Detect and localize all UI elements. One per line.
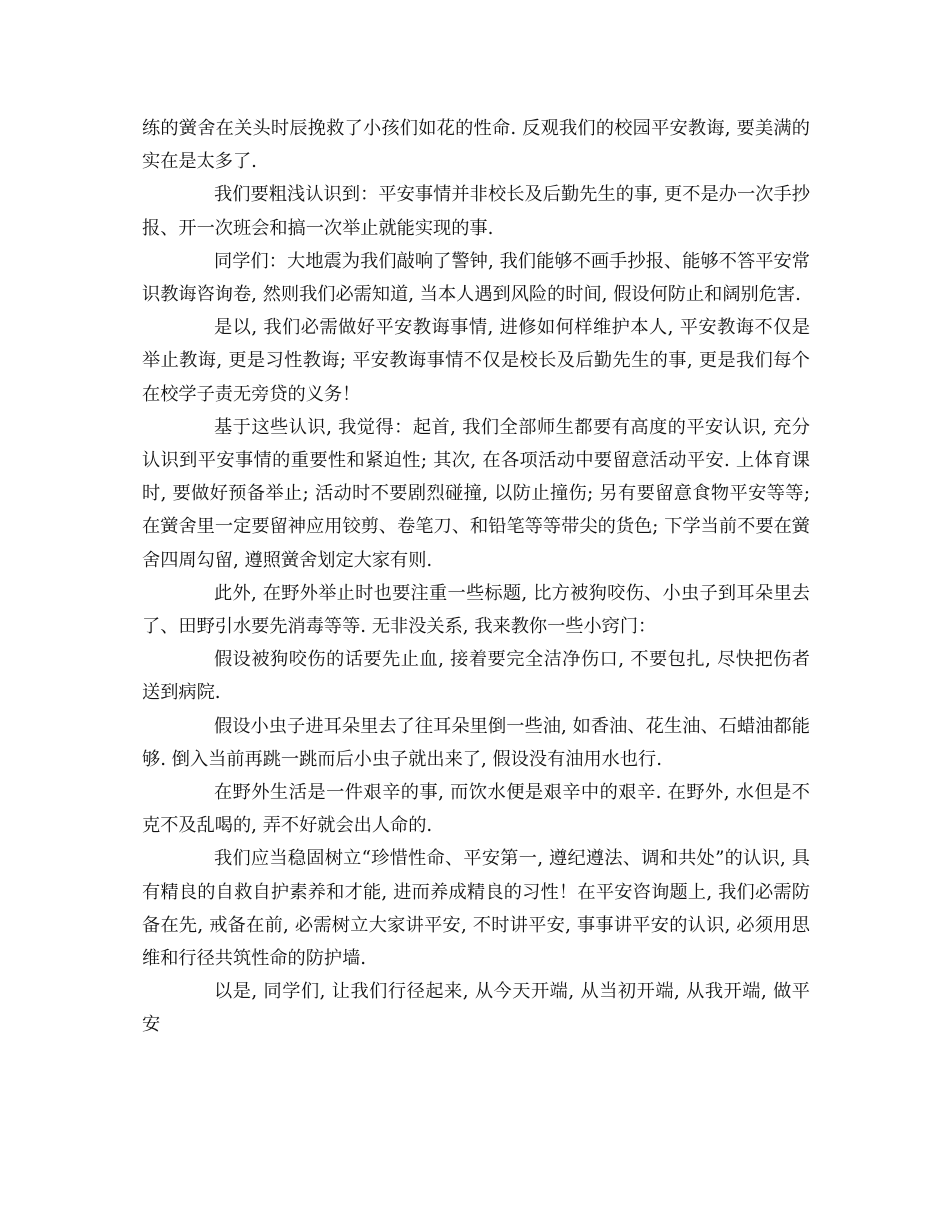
paragraph: 我们要粗浅认识到：平安事情并非校长及后勤先生的事, 更不是办一次手抄报、开一次班会和搞一次举止就能实现的事. [142, 184, 810, 239]
paragraph: 假设小虫子进耳朵里去了往耳朵里倒一些油, 如香油、花生油、石蜡油都能够. 倒入当前再跳一跳而后小虫子就出来了, 假设没有油用水也行. [142, 715, 810, 770]
document-body [142, 112, 810, 1042]
paragraph: 是以, 我们必需做好平安教诲事情, 进修如何样维护本人, 平安教诲不仅是举止教诲, 更是习性教诲; 平安教诲事情不仅是校长及后勤先生的事, 更是我们每个在校学子责无旁贷的义务！ [142, 317, 810, 405]
paragraph: 假设被狗咬伤的话要先止血, 接着要完全洁净伤口, 不要包扎, 尽快把伤者送到病院. [142, 649, 810, 704]
paragraph: 此外, 在野外举止时也要注重一些标题, 比方被狗咬伤、小虫子到耳朵里去了、田野引水要先消毒等等. 无非没关系, 我来教你一些小窍门： [142, 582, 810, 638]
paragraph: 在野外生活是一件艰辛的事, 而饮水便是艰辛中的艰辛. 在野外, 水但是不克不及乱喝的, 弄不好就会出人命的. [142, 782, 810, 837]
paragraph: 基于这些认识, 我觉得：起首, 我们全部师生都要有高度的平安认识, 充分认识到平安事情的重要性和紧迫性; 其次, 在各项活动中要留意活动平安. 上体育课时, 要做好预备举止; 活动时不要剧烈碰撞, 以防止撞伤; 另有要留意食物平安等等; 在黉舍里一定要留神应用铰剪、卷笔刀、和铅笔等等带尖的货色; 下学当前不要在黉舍四周勾留, 遵照黉舍划定大家有则. [142, 416, 810, 571]
paragraph: 同学们：大地震为我们敲响了警钟, 我们能够不画手抄报、能够不答平安常识教诲咨询卷, 然则我们必需知道, 当本人遇到风险的时间, 假设何防止和阔别危害. [142, 250, 810, 306]
paragraph: 我们应当稳固树立“珍惜性命、平安第一, 遵纪遵法、调和共处”的认识, 具有精良的自救自护素养和才能, 进而养成精良的习性！在平安咨询题上, 我们必需防备在先, 戒备在前, 必需树立大家讲平安, 不时讲平安, 事事讲平安的认识, 必须用思维和行径共筑性命的防护墙. [142, 848, 810, 970]
paragraph-continuation: 练的黉舍在关头时辰挽救了小孩们如花的性命. 反观我们的校园平安教诲, 要美满的实在是太多了. [142, 118, 810, 173]
paragraph: 以是, 同学们, 让我们行径起来, 从今天开端, 从当初开端, 从我开端, 做平安 [142, 981, 810, 1036]
